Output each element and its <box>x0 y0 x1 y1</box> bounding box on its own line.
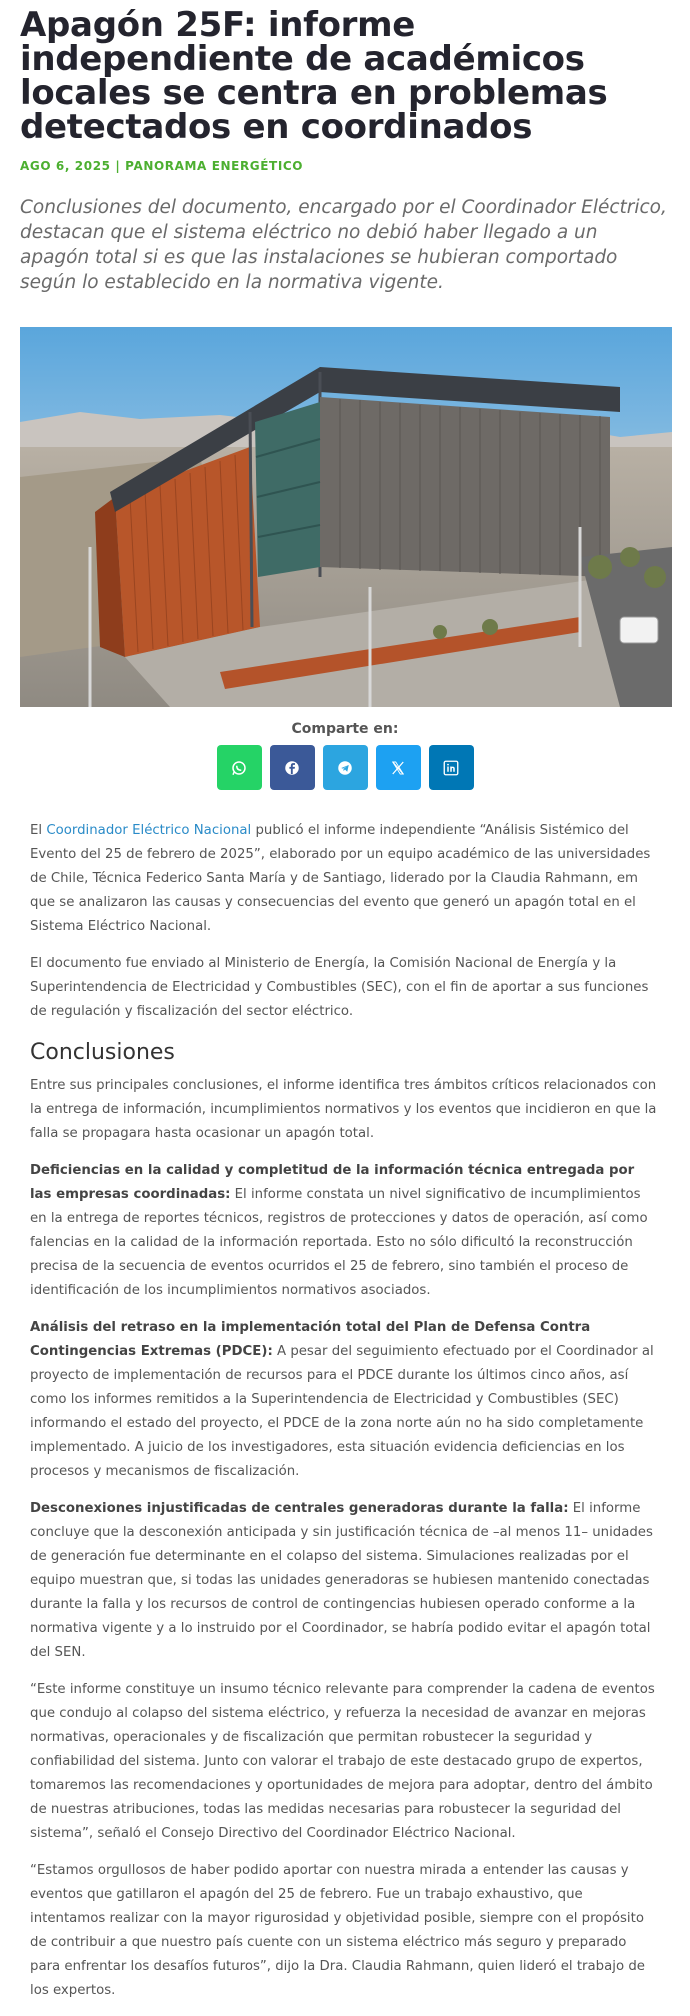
facebook-icon <box>283 759 301 777</box>
paragraph-8: “Estamos orgullosos de haber podido aportar con nuestra mirada a entender las causas y eventos que gatillaron el apagón del 25 de febrero. Fue un trabajo exhaustivo, que intentamos realizar con la mayor rigurosidad y objetividad posible, siempre con el propósito de contribuir a que nuestro país cuente con un sistema eléctrico más seguro y preparado para enfrentar los desafíos futuros”, dijo la Dra. Claudia Rahmann, quien lideró el trabajo de los expertos. <box>30 1863 645 1998</box>
share-facebook-button[interactable] <box>270 745 315 790</box>
p6-text: El informe concluye que la desconexión anticipada y sin justificación técnica de –al menos 11– unidades de generación fue determinante en el colapso del sistema. Simulaciones realizadas por el equipo muestran que, si todas las unidades generadoras se hubiesen mantenido conectadas durante la falla y los recursos de control de contingencias hubiesen operado conforme a la normativa vigente y a lo instruido por el Coordinador, se habría podido evitar el apagón total del SEN. <box>30 1501 653 1660</box>
paragraph-4 <box>30 1159 660 1303</box>
x-icon <box>389 759 407 777</box>
p4-bold: Deficiencias en la calidad y completitud de la información técnica entregada por las empresas coordinadas: <box>30 1163 635 1202</box>
conclusiones-heading: Conclusiones <box>30 1040 175 1065</box>
paragraph-6 <box>30 1497 660 1665</box>
p4-text: El informe constata un nivel significativo de incumplimientos en la entrega de reportes técnicos, registros de protecciones y datos de operación, así como falencias en la calidad de la información reportada. Esto no sólo dificultó la reconstrucción precisa de la secuencia de eventos ocurridos el 25 de febrero, sino también el proceso de identificación de los incumplimientos normativos asociados. <box>30 1187 648 1298</box>
article <box>20 0 670 2016</box>
coordinador-link[interactable]: Coordinador Eléctrico Nacional <box>46 823 252 838</box>
paragraph-5 <box>30 1316 660 1484</box>
share-whatsapp-button[interactable] <box>217 745 262 790</box>
article-title: Apagón 25F: informe independiente de académicos locales se centra en problemas detectados en coordinados <box>20 5 608 147</box>
p1-text: publicó el informe independiente “Análisis Sistémico del Evento del 25 de febrero de 2025”, elaborado por un equipo académico de las universidades de Chile, Técnica Federico Santa María y de Santiago, liderado por la Claudia Rahmann, em que se analizaron las causas y consecuencias del evento que generó un apagón total en el Sistema Eléctrico Nacional. <box>30 823 651 934</box>
share-section <box>20 721 670 790</box>
paragraph-7: “Este informe constituye un insumo técnico relevante para comprender la cadena de eventos que condujo al colapso del sistema eléctrico, y refuerza la necesidad de avanzar en mejoras normativas, operacionales y de fiscalización que permitan robustecer la seguridad y confiabilidad del sistema. Junto con valorar el trabajo de este destacado grupo de expertos, tomaremos las recomendaciones y oportunidades de mejora para adoptar, dentro del ámbito de nuestras atribuciones, todas las medidas necesarias para robustecer la seguridad del sistema”, señaló el Consejo Directivo del Coordinador Eléctrico Nacional. <box>30 1682 655 1841</box>
meta-separator: | <box>110 159 126 173</box>
p5-bold: Análisis del retraso en la implementación total del Plan de Defensa Contra Contingencias Extremas (PDCE): <box>30 1320 591 1359</box>
share-x-button[interactable] <box>376 745 421 790</box>
building-photo-icon <box>20 327 672 707</box>
whatsapp-icon <box>230 759 248 777</box>
p1-prefix: El <box>30 823 47 838</box>
paragraph-3: Entre sus principales conclusiones, el informe identifica tres ámbitos críticos relacionados con la entrega de información, incumplimientos normativos y los eventos que incidieron en que la falla se propagara hasta ocasionar un apagón total. <box>30 1078 657 1141</box>
article-body <box>20 819 670 2003</box>
share-label: Comparte en: <box>291 721 399 737</box>
share-linkedin-button[interactable] <box>429 745 474 790</box>
linkedin-icon <box>442 759 460 777</box>
p6-bold: Desconexiones injustificadas de centrales generadoras durante la falla: <box>30 1501 569 1516</box>
hero-image <box>20 327 672 707</box>
share-buttons <box>20 745 670 790</box>
article-date: AGO 6, 2025 <box>20 159 111 173</box>
article-meta <box>20 159 670 173</box>
share-telegram-button[interactable] <box>323 745 368 790</box>
telegram-icon <box>336 759 354 777</box>
paragraph-2: El documento fue enviado al Ministerio de Energía, la Comisión Nacional de Energía y la Superintendencia de Electricidad y Combustibles (SEC), con el fin de aportar a sus funciones de regulación y fiscalización del sector eléctrico. <box>30 956 649 1019</box>
paragraph-1 <box>30 819 660 939</box>
article-lead: Conclusiones del documento, encargado por el Coordinador Eléctrico, destacan que el sistema eléctrico no debió haber llegado a un apagón total si es que las instalaciones se hubieran comportado según lo establecido en la normativa vigente. <box>20 197 667 293</box>
p5-text: A pesar del seguimiento efectuado por el Coordinador al proyecto de implementación de recursos para el PDCE durante los últimos cinco años, así como los informes remitidos a la Superintendencia de Electricidad y Combustibles (SEC) informando el estado del proyecto, el PDCE de la zona norte aún no ha sido completamente implementado. A juicio de los investigadores, esta situación evidencia deficiencias en los procesos y mecanismos de fiscalización. <box>30 1344 654 1479</box>
article-category-link[interactable]: PANORAMA ENERGÉTICO <box>125 159 304 173</box>
